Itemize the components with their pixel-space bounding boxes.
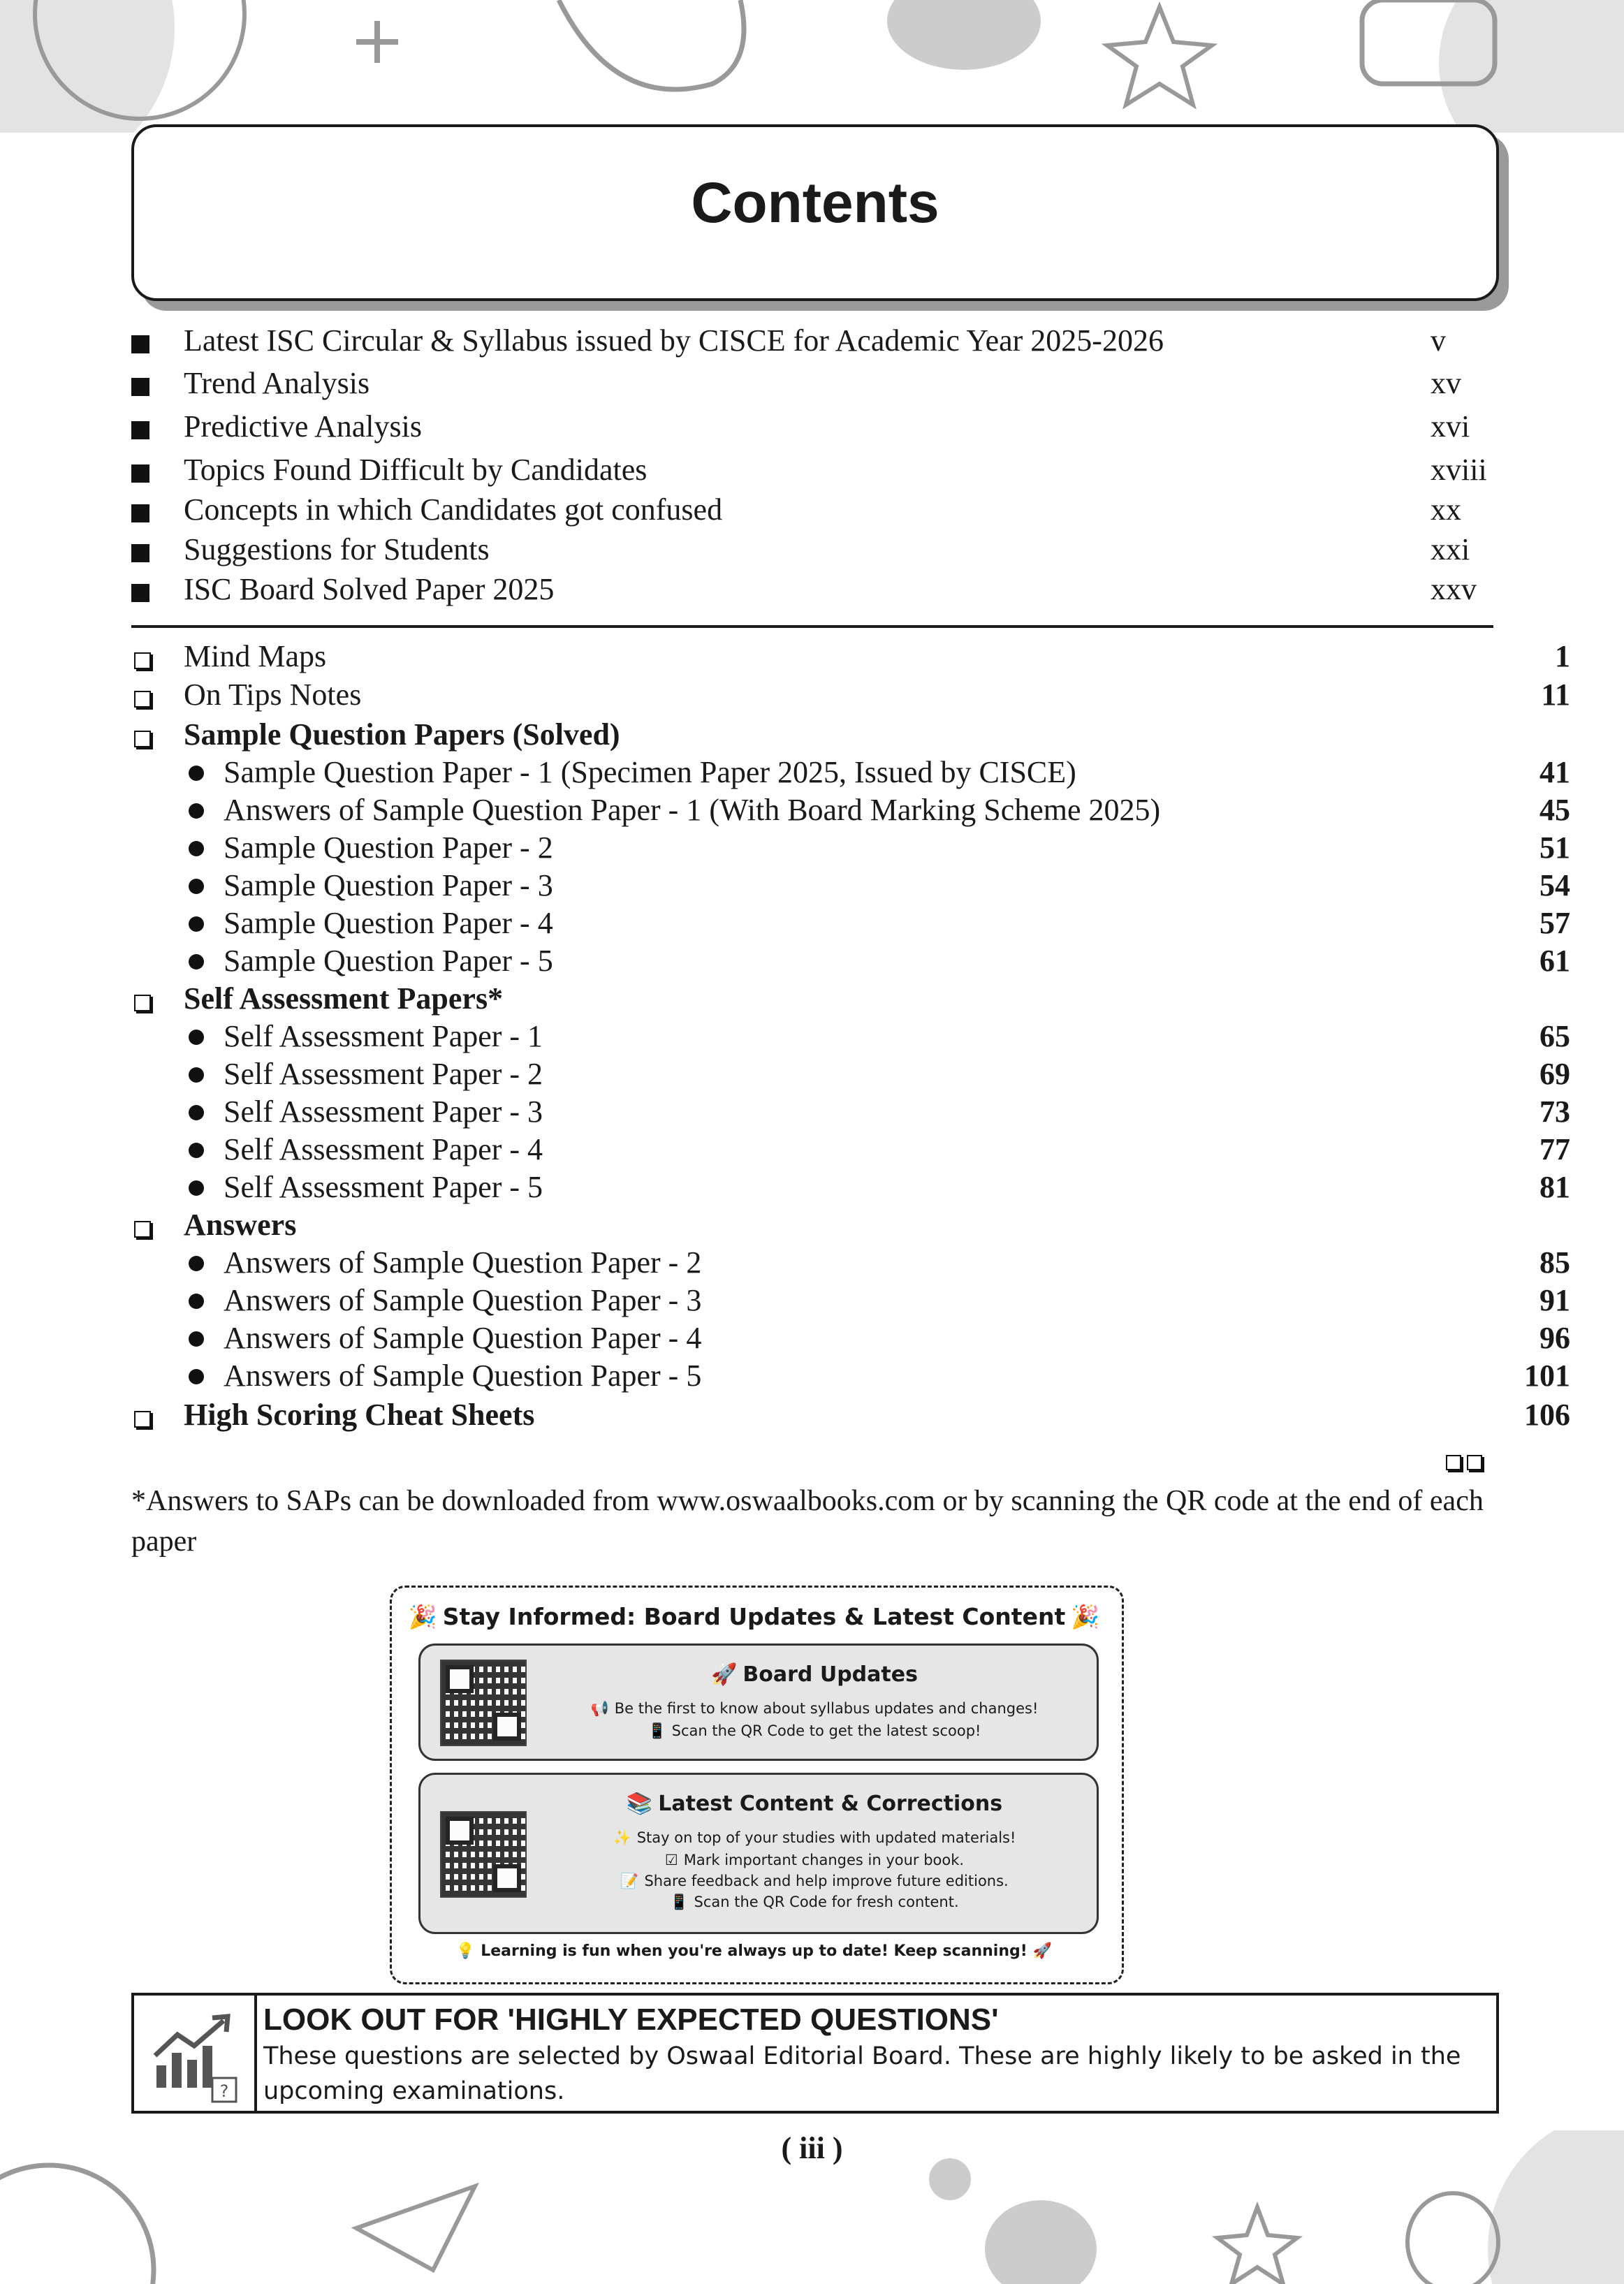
info-line: ✨ Stay on top of your studies with updated materials! [613,1829,1016,1846]
filled-square-bullet-icon [131,368,149,404]
toc-sub-item[interactable]: Self Assessment Paper - 2 69 [131,1053,1490,1092]
sparkles-icon: ✨ [613,1829,631,1846]
lookout-icon-cell [134,1996,257,2111]
open-square-bullet-icon [131,641,151,677]
toc-sub-item[interactable]: Sample Question Paper - 5 61 [131,940,1490,979]
decorative-doodles-top [0,0,1624,133]
round-bullet-icon [189,1294,204,1309]
memo-icon: 📝 [620,1873,639,1889]
info-line: 📱 Scan the QR Code for fresh content. [670,1894,959,1910]
latest-content-heading: 📚 Latest Content & Corrections [626,1792,1003,1816]
round-bullet-icon [189,879,204,894]
open-square-bullet-icon [131,1400,151,1435]
toc-primary-item[interactable]: Suggestions for Students xxi [131,529,1490,568]
lookout-description: These questions are selected by Oswaal Editorial Board. These are highly likely to be asked in the upcoming examinations. [263,2042,1461,2105]
toc-sub-item[interactable]: Answers of Sample Question Paper - 3 91 [131,1280,1490,1319]
round-bullet-icon [189,1030,204,1045]
megaphone-icon: 📢 [590,1700,609,1717]
title-box [131,124,1499,301]
round-bullet-icon [189,803,204,819]
info-line: 📱 Scan the QR Code to get the latest scoop! [648,1722,981,1739]
svg-text:?: ? [219,2081,229,2101]
toc-sub-item[interactable]: Sample Question Paper - 1 (Specimen Paper 2025, Issued by CISCE) 41 [131,752,1490,791]
phone-icon: 📱 [670,1894,689,1910]
toc-sub-item[interactable]: Sample Question Paper - 3 54 [131,865,1490,904]
toc-sub-item[interactable]: Answers of Sample Question Paper - 4 96 [131,1317,1490,1356]
chart-growth-icon [134,1996,254,2111]
board-updates-panel [418,1644,1099,1761]
toc-sub-item[interactable]: Answers of Sample Question Paper - 1 (With Board Marking Scheme 2025) 45 [131,789,1490,828]
toc-primary-item[interactable]: Latest ISC Circular & Syllabus issued by CISCE for Academic Year 2025-2026 v [131,320,1490,359]
round-bullet-icon [189,841,204,856]
info-line: 📢 Be the first to know about syllabus updates and changes! [590,1700,1039,1717]
round-bullet-icon [189,1067,204,1083]
books-icon: 📚 [626,1792,653,1816]
lightbulb-icon: 💡 [455,1942,476,1960]
lookout-box [131,1993,1499,2114]
toc-primary-item[interactable]: ISC Board Solved Paper 2025 xxv [131,569,1490,608]
checkbox-icon: ☑ [664,1852,678,1868]
filled-square-bullet-icon [131,455,149,490]
toc-sub-item[interactable]: Self Assessment Paper - 5 81 [131,1166,1490,1206]
filled-square-bullet-icon [131,534,149,570]
toc-section-cheat-sheets[interactable]: High Scoring Cheat Sheets 106 [131,1394,1490,1433]
phone-icon: 📱 [648,1722,666,1739]
round-bullet-icon [189,1105,204,1120]
toc-sub-item[interactable]: Self Assessment Paper - 4 77 [131,1129,1490,1168]
round-bullet-icon [189,1331,204,1347]
toc-sub-item[interactable]: Self Assessment Paper - 3 73 [131,1091,1490,1130]
party-popper-icon: 🎉 [408,1603,437,1630]
end-of-list-icon [1446,1455,1488,1474]
info-line: 📝 Share feedback and help improve future editions. [620,1873,1009,1889]
stay-informed-box [390,1586,1124,1984]
toc-sub-item[interactable]: Sample Question Paper - 2 51 [131,827,1490,866]
round-bullet-icon [189,1369,204,1384]
round-bullet-icon [189,916,204,932]
filled-square-bullet-icon [131,574,149,610]
latest-content-panel [418,1773,1099,1934]
party-popper-icon: 🎉 [1071,1603,1100,1630]
round-bullet-icon [189,954,204,969]
toc-primary-item[interactable]: Predictive Analysis xvi [131,406,1490,445]
filled-square-bullet-icon [131,325,149,361]
filled-square-bullet-icon [131,411,149,447]
page-title: Contents [691,171,939,235]
toc-sub-item[interactable]: Sample Question Paper - 4 57 [131,902,1490,942]
page-number: ( iii ) [781,2131,843,2165]
toc-section-sap[interactable]: Self Assessment Papers* [131,978,1490,1017]
qr-code-icon[interactable] [440,1660,527,1746]
toc-section-sqp[interactable]: Sample Question Papers (Solved) [131,714,1490,753]
stay-informed-title: 🎉 Stay Informed: Board Updates & Latest Content 🎉 [408,1603,1100,1630]
section-divider [131,625,1493,628]
toc-primary-item[interactable]: Topics Found Difficult by Candidates xviii [131,449,1490,488]
toc-sub-item[interactable]: Answers of Sample Question Paper - 2 85 [131,1242,1490,1281]
open-square-bullet-icon [131,1210,151,1245]
toc-sub-item[interactable]: Answers of Sample Question Paper - 5 101 [131,1355,1490,1394]
info-tagline: 💡 Learning is fun when you're always up to date! Keep scanning! 🚀 [455,1942,1053,1960]
round-bullet-icon [189,1143,204,1158]
lookout-heading: LOOK OUT FOR 'HIGHLY EXPECTED QUESTIONS' [263,2003,999,2037]
filled-square-bullet-icon [131,495,149,530]
open-square-bullet-icon [131,983,151,1019]
board-updates-heading: 🚀 Board Updates [711,1662,918,1687]
open-square-bullet-icon [131,719,151,755]
round-bullet-icon [189,1180,204,1196]
open-square-bullet-icon [131,680,151,715]
qr-code-icon[interactable] [440,1811,527,1898]
toc-section-answers[interactable]: Answers [131,1204,1490,1243]
toc-section-on-tips[interactable]: On Tips Notes 11 [131,674,1490,713]
toc-primary-item[interactable]: Concepts in which Candidates got confused xx [131,489,1490,528]
round-bullet-icon [189,766,204,781]
toc-primary-item[interactable]: Trend Analysis xv [131,363,1490,402]
rocket-icon: 🚀 [711,1662,738,1687]
round-bullet-icon [189,1256,204,1271]
info-line: ☑ Mark important changes in your book. [664,1852,965,1868]
rocket-icon: 🚀 [1032,1942,1053,1960]
toc-section-mind-maps[interactable]: Mind Maps 1 [131,636,1490,675]
toc-sub-item[interactable]: Self Assessment Paper - 1 65 [131,1016,1490,1055]
footnote: *Answers to SAPs can be downloaded from www.oswaalbooks.com or by scanning the QR code at the end of each paper [131,1485,1484,1558]
